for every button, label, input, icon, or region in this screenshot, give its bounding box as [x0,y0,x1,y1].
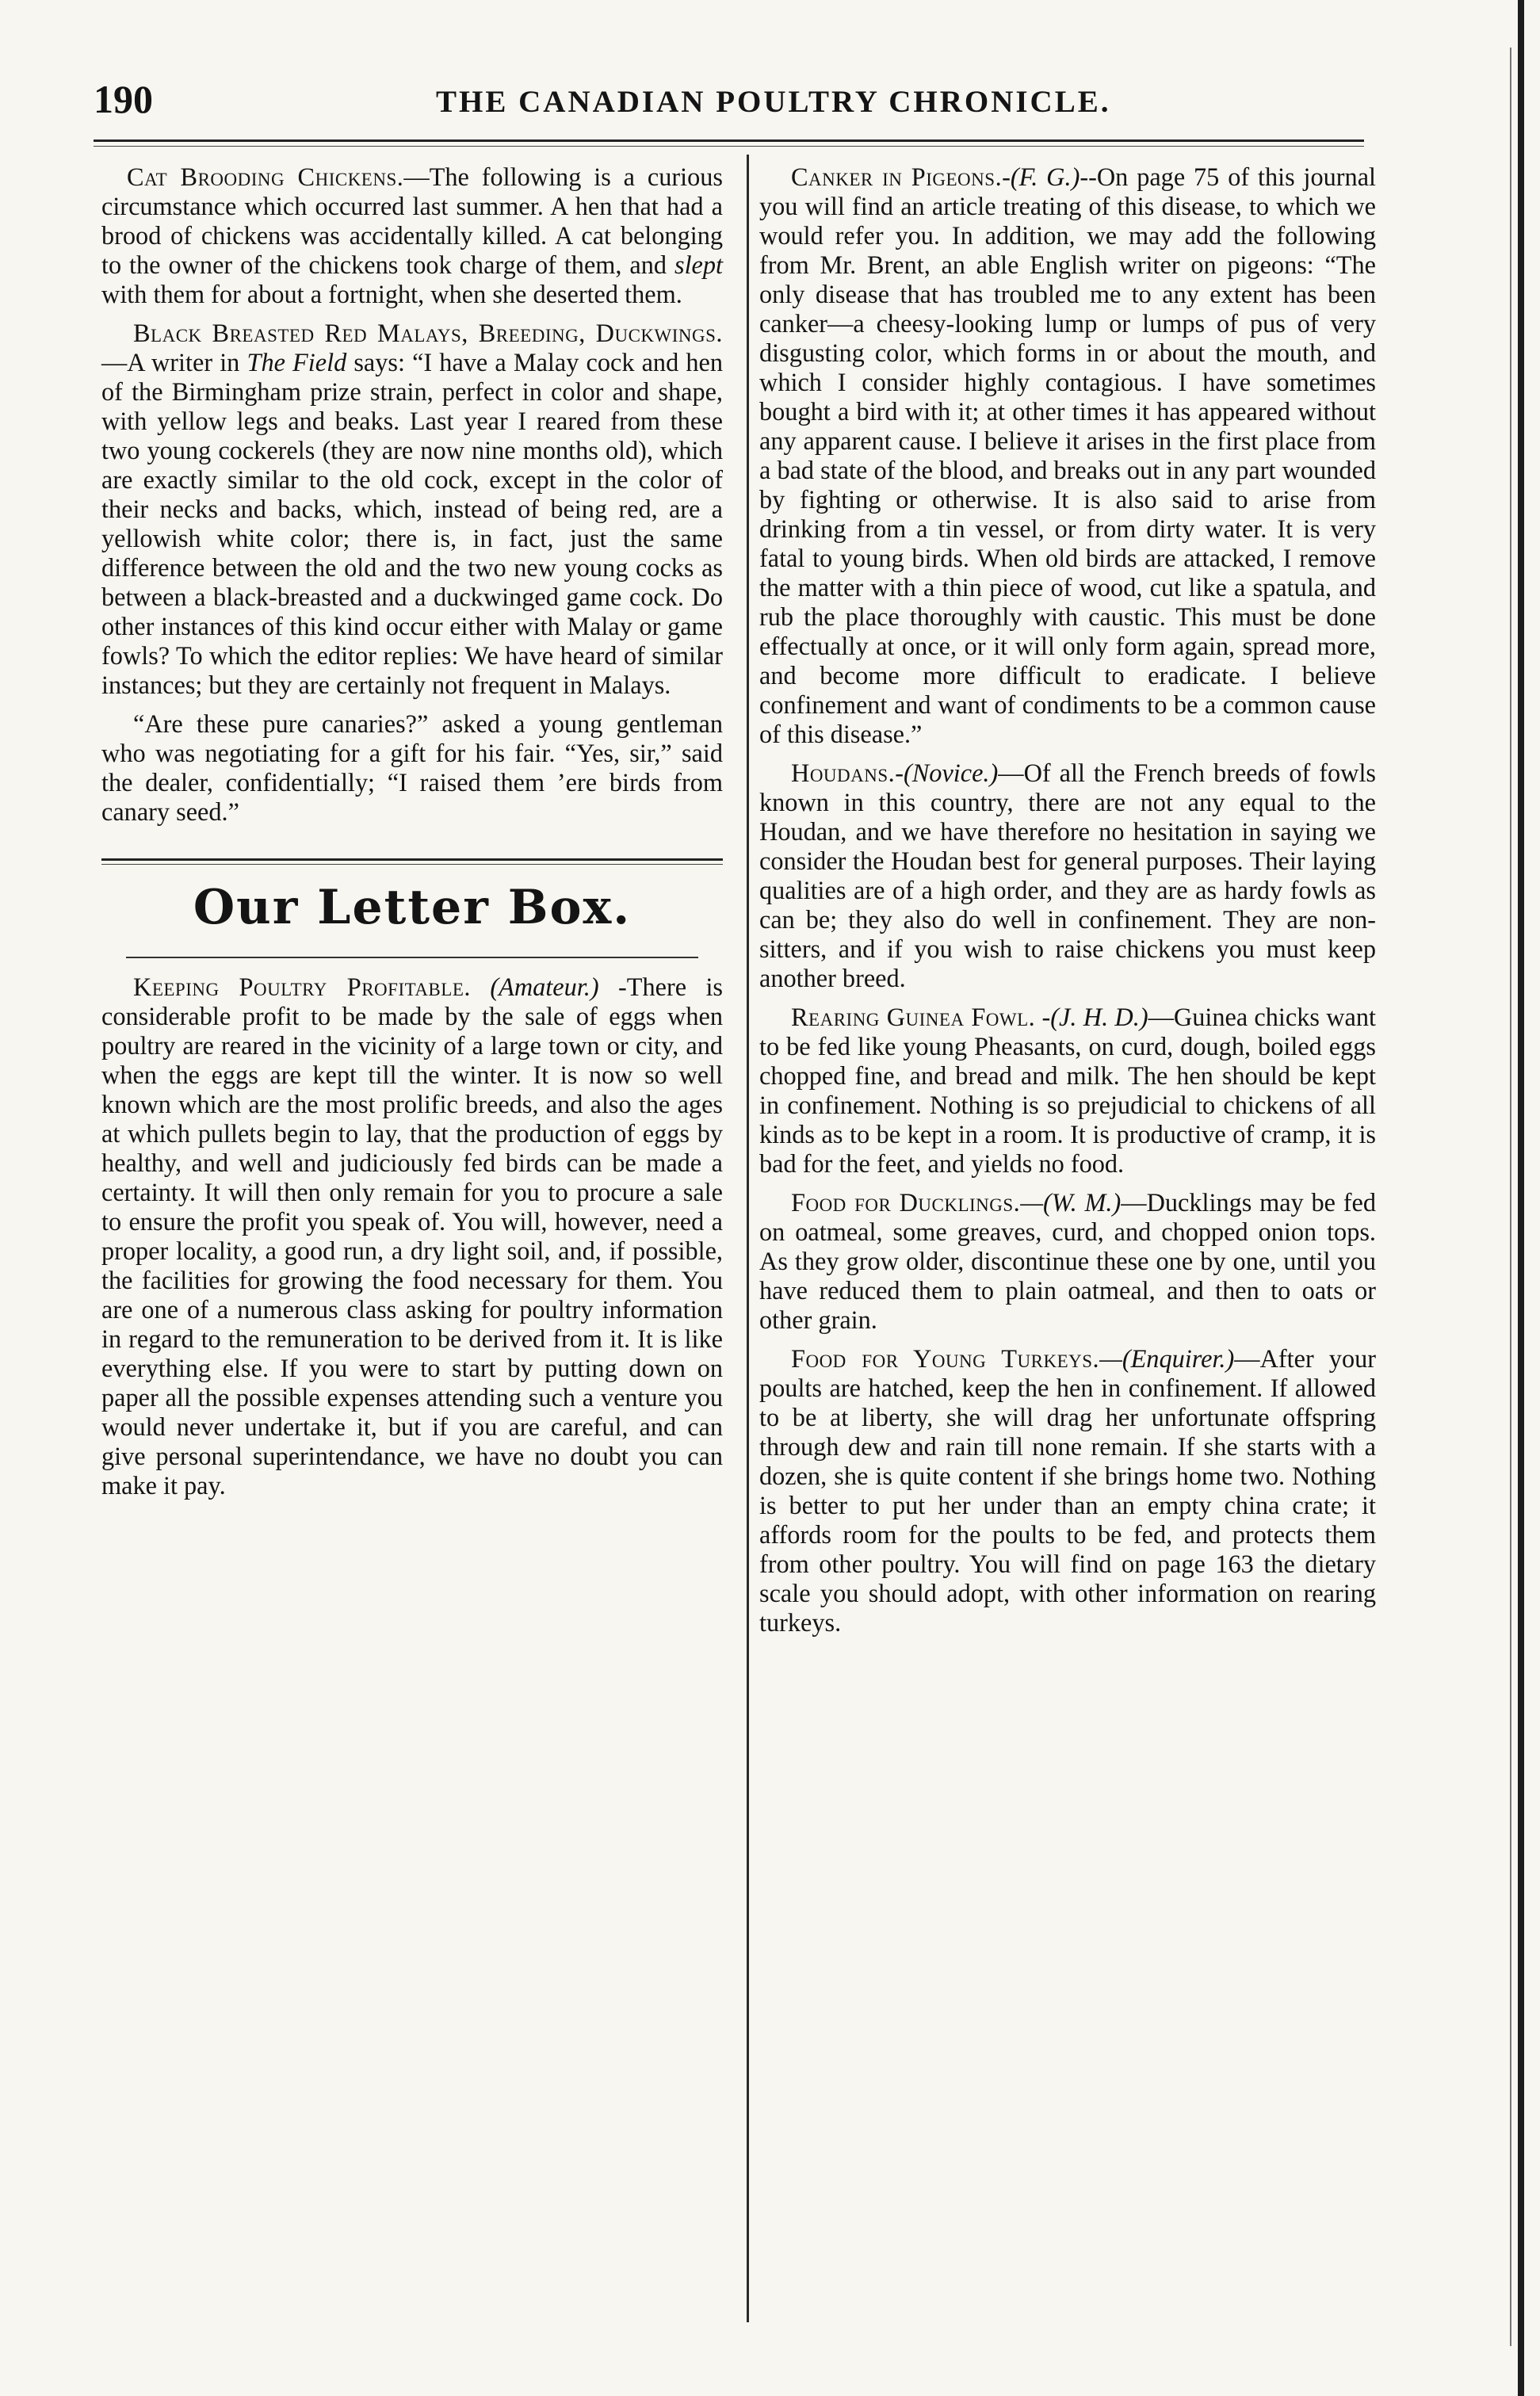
article-guinea-fowl [759,1003,1376,1179]
article-text: —The following is a curious circumstance which occurred last summer. A hen that had a brood of chickens was accidentally killed. A cat belonging to the owner of the chickens took charge of them, and [101,162,723,279]
article-canaries [101,709,723,827]
header-rule [94,139,1364,142]
article-heading: Houdans. [791,759,896,787]
section-rule-thin [101,864,723,865]
article-italic: The Field [246,348,347,376]
article-signature: -(F. G.) [1002,162,1080,191]
article-text: “Are these pure canaries?” asked a young gentleman who was negotiating for a gift for his fair. “Yes, sir,” said the dealer, confidentially; “I raised them ’ere birds from canary seed.” [101,709,723,826]
article-ducklings [759,1188,1376,1335]
article-heading: Black Breasted Red Malays, Breeding, Duckwings. [133,319,723,347]
column-divider [747,155,749,2322]
article-heading: Canker in Pigeons. [791,162,1003,191]
article-heading: Cat Brooding Chickens. [127,162,404,191]
article-cat-brooding [101,162,723,309]
article-canker [759,162,1376,749]
article-text: --On page 75 of this journal you will find an article treating of this disease, to which we would refer you. In addition, we may add the following from Mr. Brent, an able English writer on pigeons: “The only disease that has troubled me to any extent has been canker—a cheesy-looking lump or lumps of pus of very disgusting color, which forms in or about the mouth, and which I consider highly contagious. I have sometimes bought a bird with it; at other times it has appeared without any apparent cause. I believe it arises in the first place from a bad state of the blood, and breaks out in any part wounded by fighting or otherwise. It is also said to arise from drinking from a tin vessel, or from dirty water. It is very fatal to young birds. When old birds are attacked, I remove the matter with a thin piece of wood, cut like a spatula, and rub the place thoroughly with caustic. This must be done effectually at once, or it will only form again, spread more, and become more difficult to eradicate. I believe confinement and want of condiments to be a common cause of this disease.” [759,162,1377,748]
article-text: —Guinea chicks want to be fed like young Pheasants, on curd, dough, boiled eggs chopped fine, and bread and milk. The hen should be kept in confinement. Nothing is so prejudicial to chickens of all kinds as to be kept in a room. It is productive of cramp, it is bad for the feet, and yields no food. [759,1003,1377,1178]
right-column [759,162,1376,1647]
article-signature: —(Enquirer.) [1099,1344,1235,1373]
article-turkeys [759,1344,1376,1637]
left-column [101,162,723,1510]
article-keeping-poultry [101,973,723,1500]
article-heading: Food for Ducklings. [791,1188,1021,1217]
article-text: -There is considerable profit to be made by the sale of eggs when poultry are reared in the vicinity of a large town or city, and when the eggs are kept till the winter. It is now so well known which are the most prolific breeds, and also the ages at which pullets begin to lay, that the production of eggs by healthy, and well and judiciously fed birds can be made a certainty. It will then only remain for you to procure a sale to ensure the profit you speak of. You will, however, need a proper locality, a good run, a dry light soil, and, if possible, the facilities for growing the food necessary for them. You are one of a numerous class asking for poultry information in regard to the remuneration to be derived from it. It is like everything else. If you were to start by putting down on paper all the possible expenses attending such a venture you would never undertake it, but if you are careful, and can give personal superintendance, we have no doubt you can make it pay. [101,973,723,1500]
article-houdans [759,759,1376,993]
article-text: —Ducklings may be fed on oatmeal, some greaves, curd, and chopped onion tops. As they grow older, discontinue these one by one, until you have reduced them to plain oatmeal, and then to oats or other grain. [759,1188,1376,1334]
article-signature: —(W. M.) [1020,1188,1122,1217]
page-number: 190 [94,77,153,121]
article-heading: Rearing Guinea Fowl. [791,1003,1036,1031]
article-text: with them for about a fortnight, when she deserted them. [101,280,682,308]
letter-box-title: Our Letter Box. [193,880,632,935]
article-text: —Of all the French breeds of fowls known in this country, there are not any equal to the Houdan, and we have therefore no hesitation in saying we consider the Houdan best for general purposes. Their laying qualities are of a high order, and they are as hardy fowls as can be; they also do well in confinement. They are non-sitters, and if you wish to raise chickens you must keep another breed. [759,759,1376,992]
article-signature: -(J. H. D.) [1041,1003,1148,1031]
section-rule-lower [126,957,697,958]
article-heading: Keeping Poultry Profitable. [133,973,471,1001]
article-text: —A writer in [101,348,240,376]
article-malays [101,319,723,700]
running-head: THE CANADIAN POULTRY CHRONICLE. [436,85,1111,119]
article-text: —After your poults are hatched, keep the hen in confinement. If allowed to be at liberty, she will drag her unfortunate offspring through dew and rain till none remain. If she starts with a dozen, she is quite content if she brings home two. Nothing is better to put her under than an empty china crate; it affords room for the poults to be fed, and protects them from other poultry. You will find on page 163 the dietary scale you should adopt, with other information on rearing turkeys. [759,1344,1376,1637]
article-text: says: “I have a Malay cock and hen of the Birmingham prize strain, perfect in color and shape, with yellow legs and beaks. Last year I reared from these two young cockerels (they are now nine months old), which are exactly similar to the old cock, except in the color of their necks and backs, which, instead of being red, are a yellowish white color; there is, in fact, just the same difference between the old and the two new young cocks as between a black-breasted and a duckwinged game cock. Do other instances of this kind occur either with Malay or game fowls? To which the editor replies: We have heard of similar instances; but they are certainly not frequent in Malays. [101,348,723,699]
article-heading: Food for Young Turkeys. [791,1344,1100,1373]
section-rule [101,858,723,861]
article-italic: slept [674,250,723,279]
article-signature: (Amateur.) [490,973,599,1001]
page-edge-line [1510,48,1511,2346]
header-rule-thin [94,146,1364,147]
page-edge-shadow [1518,0,1524,2396]
article-signature: -(Novice.) [895,759,999,787]
